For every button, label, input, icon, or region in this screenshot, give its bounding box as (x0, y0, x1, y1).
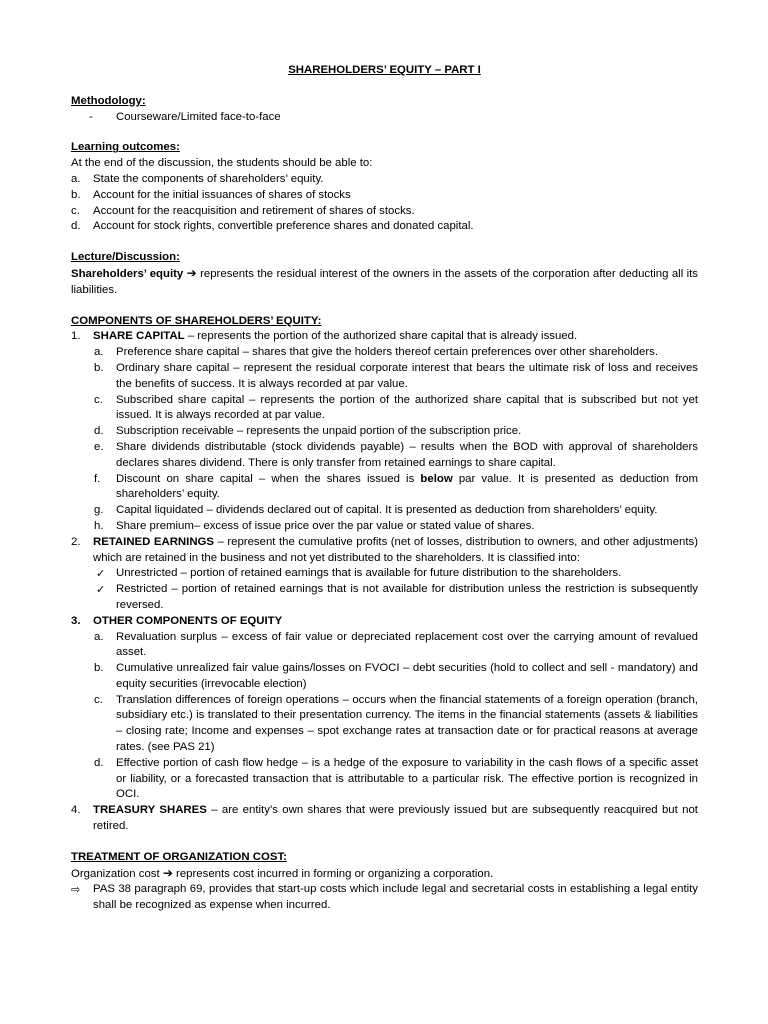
subitem-text: Share premium– excess of issue price over the par value or stated value of shares. (116, 519, 535, 532)
retained-earnings-text: – represent the cumulative profits (net of losses, distribution to owners, and other adjustments) which are retained in the business and not yet distributed to the shareholders. It is classified into: (93, 535, 698, 564)
subitem-emphasis: below (420, 472, 453, 485)
organization-cost-text: represents cost incurred in forming or organizing a corporation. (172, 867, 494, 880)
equity-definition (71, 266, 698, 299)
equity-term: Shareholders’ equity (71, 267, 184, 280)
share-capital-subitem (71, 393, 698, 425)
list-marker: 4. (71, 804, 81, 817)
pas38-text: PAS 38 paragraph 69, provides that start-up costs which include legal and secretarial costs in establishing a legal entity shall be recognized as expense when incurred. (93, 883, 698, 912)
retained-earnings-subitem (71, 582, 698, 614)
treasury-shares-item (71, 803, 698, 835)
retained-earnings-item (71, 535, 698, 567)
list-marker: c. (94, 693, 103, 706)
other-components-item (71, 614, 698, 630)
document-body (71, 63, 698, 914)
list-marker: a. (71, 172, 81, 185)
other-components-subitem (71, 661, 698, 693)
share-capital-item (71, 329, 698, 345)
subitem-text: Share dividends distributable (stock dividends payable) – results when the BOD with approval of shareholders declares shares dividend. There is only transfer from retained earnings to share capital. (116, 440, 698, 469)
organization-cost-heading: TREATMENT OF ORGANIZATION COST: (71, 850, 287, 863)
share-capital-subitem (71, 440, 698, 472)
subitem-text: Ordinary share capital – represent the residual corporate interest that bears the ultimate risk of loss and receives the benefits of success. It is always recorded at par value. (116, 361, 698, 390)
list-marker: b. (94, 361, 104, 374)
subitem-text: Capital liquidated – dividends declared out of capital. It is presented as deduction from shareholders’ equity. (116, 504, 658, 517)
subitem-text: Preference share capital – shares that give the holders thereof certain preferences over other shareholders. (116, 346, 658, 359)
list-marker: e. (94, 440, 104, 453)
share-capital-subitem (71, 519, 698, 535)
list-marker: b. (71, 188, 81, 201)
learning-outcomes-heading: Learning outcomes: (71, 141, 180, 154)
learning-outcome-text: State the components of shareholders’ equity. (93, 172, 324, 185)
learning-outcome-item (71, 204, 698, 220)
components-heading: COMPONENTS OF SHAREHOLDERS’ EQUITY: (71, 314, 322, 327)
right-arrow-icon: ➔ (162, 865, 173, 880)
list-marker: c. (71, 204, 80, 217)
list-marker: 3. (71, 614, 81, 627)
list-marker: a. (94, 630, 104, 643)
list-marker: h. (94, 519, 104, 532)
list-marker: c. (94, 393, 103, 406)
learning-outcome-item (71, 172, 698, 188)
subitem-text: Subscribed share capital – represents the portion of the authorized share capital that is subscribed but not yet issued. It is always recorded at par value. (116, 393, 698, 422)
page-title: SHAREHOLDERS’ EQUITY – PART I (288, 64, 481, 76)
subitem-text: Unrestricted – portion of retained earnings that is available for future distribution to the shareholders. (116, 567, 622, 580)
learning-outcome-item (71, 219, 698, 235)
methodology-text: Courseware/Limited face-to-face (116, 110, 281, 123)
other-components-subitem (71, 693, 698, 756)
learning-outcome-text: Account for stock rights, convertible preference shares and donated capital. (93, 220, 474, 233)
subitem-text: Restricted – portion of retained earnings that is not available for distribution unless the restriction is subsequently reversed. (116, 583, 698, 611)
share-capital-subitem (71, 424, 698, 440)
subitem-text: Effective portion of cash flow hedge – is a hedge of the exposure to variability in the cash flows of a specific asset or liability, or a forecasted transaction that is attributable to a particular risk. The effective portion is recognized in OCI. (116, 756, 698, 801)
share-capital-subitem (71, 345, 698, 361)
treasury-shares-text: – are entity’s own shares that were previously issued but are subsequently reacquired but not retired. (93, 804, 698, 833)
checkmark-icon: ✓ (96, 583, 106, 597)
subitem-text: par value. It is presented as deduction from shareholders’ equity. (116, 472, 699, 501)
retained-earnings-term: RETAINED EARNINGS (93, 535, 214, 548)
pas38-bullet (71, 882, 698, 914)
subitem-text: Discount on share capital – when the shares issued is (116, 472, 421, 485)
subitem-text: Subscription receivable – represents the unpaid portion of the subscription price. (116, 425, 522, 438)
list-marker: a. (94, 346, 104, 359)
organization-cost-definition (71, 866, 698, 883)
learning-outcome-text: Account for the initial issuances of shares of stocks (93, 188, 351, 201)
list-marker: 2. (71, 535, 81, 548)
share-capital-term: SHARE CAPITAL (93, 330, 185, 343)
list-marker: d. (94, 756, 104, 769)
checkmark-icon: ✓ (96, 567, 106, 581)
white-arrow-icon: ⇨ (71, 883, 81, 897)
share-capital-subitem (71, 361, 698, 393)
treasury-shares-term: TREASURY SHARES (93, 804, 207, 817)
subitem-text: Revaluation surplus – excess of fair value or depreciated replacement cost over the carrying amount of revalued asset. (116, 630, 698, 659)
share-capital-subitem (71, 472, 698, 504)
other-components-subitem (71, 630, 698, 662)
other-components-term: OTHER COMPONENTS OF EQUITY (93, 614, 283, 627)
methodology-item (71, 110, 698, 126)
list-marker: b. (94, 662, 104, 675)
retained-earnings-subitem (71, 566, 698, 582)
dash-marker: - (89, 110, 93, 123)
organization-cost-term: Organization cost (71, 867, 160, 880)
share-capital-subitem (71, 503, 698, 519)
lecture-heading: Lecture/Discussion: (71, 251, 180, 264)
list-marker: d. (71, 220, 81, 233)
right-arrow-icon: ➔ (186, 265, 197, 280)
list-marker: f. (94, 472, 101, 485)
methodology-heading: Methodology: (71, 94, 146, 107)
list-marker: 1. (71, 330, 81, 343)
equity-definition-text: represents the residual interest of the owners in the assets of the corporation after deducting all its liabilities. (71, 267, 699, 296)
learning-outcomes-intro: At the end of the discussion, the students should be able to: (71, 157, 373, 170)
learning-outcome-item (71, 188, 698, 204)
list-marker: d. (94, 425, 104, 438)
subitem-text: Translation differences of foreign operations – occurs when the financial statements of a foreign operation (branch, subsidiary etc.) is translated to their presentation currency. The items in the financial statements (assets & liabilities – closing rate; Income and expenses – spot exchange rates at transaction date or for practical reasons at average rates. (see PAS 21) (116, 693, 698, 754)
other-components-subitem (71, 756, 698, 803)
subitem-text: Cumulative unrealized fair value gains/losses on FVOCI – debt securities (hold to collect and sell - mandatory) and equity securities (irrevocable election) (116, 662, 698, 690)
learning-outcome-text: Account for the reacquisition and retirement of shares of stocks. (93, 204, 415, 217)
list-marker: g. (94, 504, 104, 517)
share-capital-text: – represents the portion of the authorized share capital that is already issued. (184, 330, 578, 343)
